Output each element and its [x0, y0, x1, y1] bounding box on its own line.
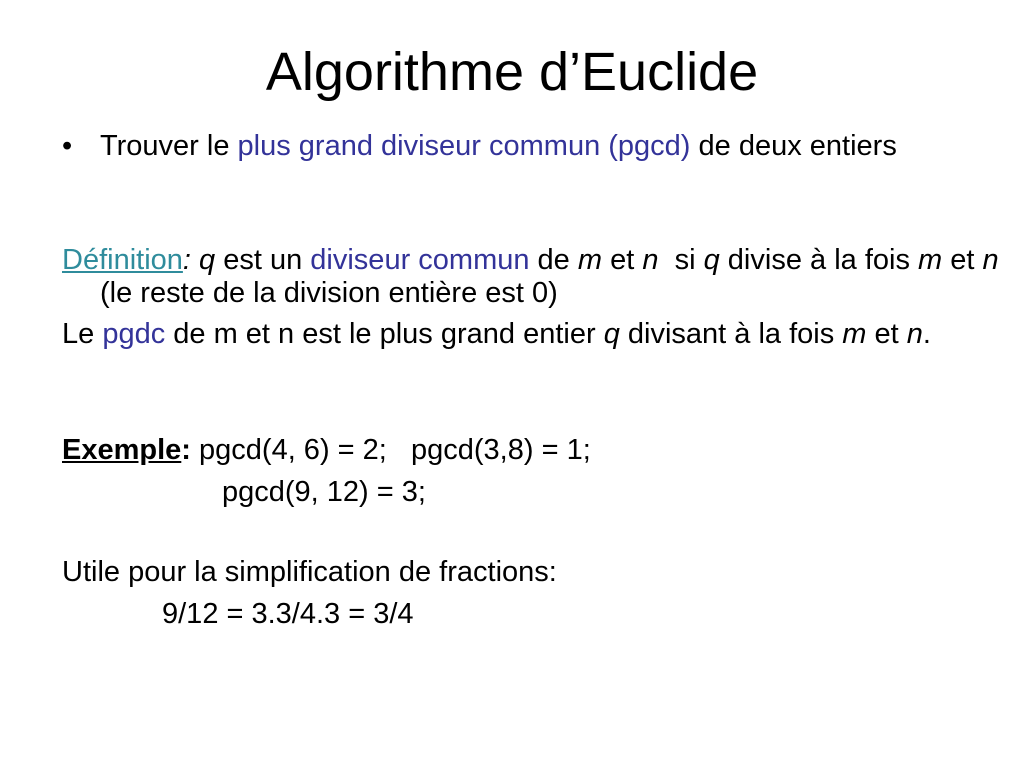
definition-text: (le reste de la division entière est 0) — [100, 277, 558, 309]
bullet-text-after: de deux entiers — [690, 130, 897, 162]
pgdc-text: de m et n est le plus grand entier — [165, 318, 604, 350]
pgdc-text: divisant à la fois — [619, 318, 843, 350]
definition-label: Définition — [62, 244, 183, 276]
definition-text: si — [658, 244, 704, 276]
bullet-text-before: Trouver le — [100, 130, 238, 162]
example-values-1: pgcd(4, 6) = 2; pgcd(3,8) = 1; — [190, 434, 591, 466]
pgcd-highlight: plus grand diviseur commun (pgcd) — [237, 130, 691, 162]
definition-text: divise à la fois — [719, 244, 919, 276]
slide-title: Algorithme d’Euclide — [265, 42, 759, 102]
var-n: n — [642, 244, 659, 276]
var-n: n — [982, 244, 999, 276]
definition-text: est un — [215, 244, 311, 276]
var-q: q — [603, 318, 620, 350]
var-n: n — [906, 318, 923, 350]
definition-colon: : — [182, 244, 200, 276]
pgdc-text: . — [922, 318, 931, 350]
definition-text: et — [942, 244, 983, 276]
pgdc-term: pgdc — [102, 318, 166, 350]
pgdc-text: Le — [62, 318, 103, 350]
fraction-example: 9/12 = 3.3/4.3 = 3/4 — [162, 598, 414, 630]
pgdc-text: et — [866, 318, 907, 350]
var-q: q — [199, 244, 216, 276]
definition-text: de — [529, 244, 578, 276]
var-m: m — [842, 318, 867, 350]
bullet-text — [100, 130, 980, 163]
example-line-1 — [62, 434, 591, 467]
pgdc-paragraph — [62, 318, 1020, 351]
definition-text: et — [602, 244, 643, 276]
bullet-dot: • — [62, 130, 73, 162]
var-m: m — [577, 244, 603, 276]
example-label: Exemple — [62, 434, 182, 466]
utile-line: Utile pour la simplification de fractions: — [62, 556, 557, 588]
example-colon: : — [181, 434, 191, 466]
diviseur-commun: diviseur commun — [310, 244, 530, 276]
var-m: m — [918, 244, 943, 276]
var-q: q — [703, 244, 720, 276]
definition-paragraph — [62, 244, 1020, 310]
example-line-2: pgcd(9, 12) = 3; — [222, 476, 426, 508]
